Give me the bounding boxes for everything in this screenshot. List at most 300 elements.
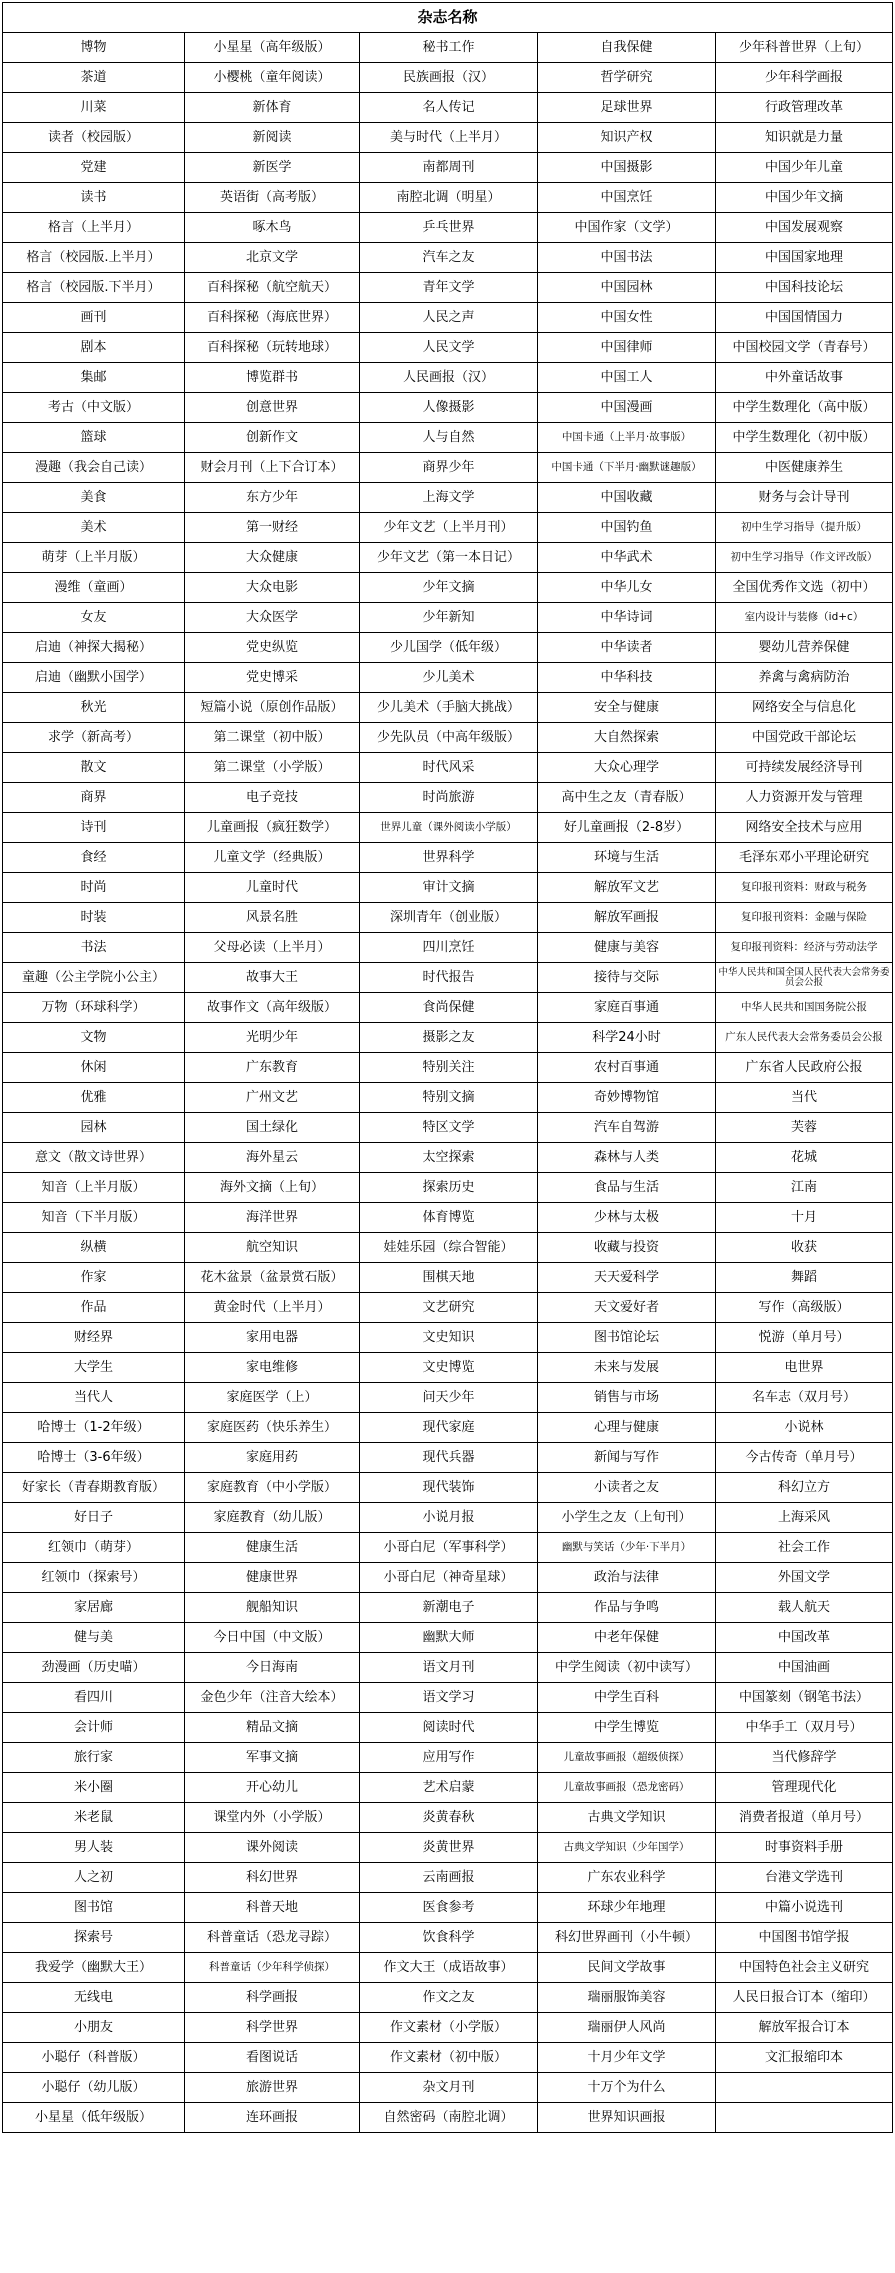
- magazine-name-cell: 养禽与禽病防治: [716, 663, 893, 693]
- table-row: [3, 1173, 893, 1203]
- table-row: [3, 1383, 893, 1413]
- magazine-name-cell: 幽默与笑话（少年·下半月）: [538, 1533, 716, 1563]
- table-row: [3, 63, 893, 93]
- magazine-name-cell: 健与美: [3, 1623, 185, 1653]
- magazine-name-cell: 炎黄世界: [360, 1833, 538, 1863]
- magazine-name-cell: 休闲: [3, 1053, 185, 1083]
- table-row: [3, 303, 893, 333]
- magazine-name-cell: 食品与生活: [538, 1173, 716, 1203]
- table-row: [3, 1623, 893, 1653]
- magazine-name-cell: 童趣（公主学院小公主）: [3, 963, 185, 993]
- magazine-name-cell: 家电维修: [185, 1353, 360, 1383]
- magazine-name-cell: 复印报刊资料：金融与保险: [716, 903, 893, 933]
- table-row: [3, 1863, 893, 1893]
- magazine-name-cell: 少儿美术（手脑大挑战）: [360, 693, 538, 723]
- table-row: [3, 273, 893, 303]
- magazine-name-cell: 复印报刊资料：财政与税务: [716, 873, 893, 903]
- magazine-name-cell: 国土绿化: [185, 1113, 360, 1143]
- table-row: [3, 1923, 893, 1953]
- magazine-name-cell: 少林与太极: [538, 1203, 716, 1233]
- magazine-name-cell: 好儿童画报（2-8岁）: [538, 813, 716, 843]
- magazine-name-cell: 健康生活: [185, 1533, 360, 1563]
- table-row: [3, 33, 893, 63]
- magazine-name-cell: 商界少年: [360, 453, 538, 483]
- table-row: [3, 243, 893, 273]
- magazine-name-cell: 小哥白尼（神奇星球）: [360, 1563, 538, 1593]
- magazine-name-cell: 幽默大师: [360, 1623, 538, 1653]
- magazine-name-cell: 女友: [3, 603, 185, 633]
- magazine-name-cell: 精品文摘: [185, 1713, 360, 1743]
- magazine-name-cell: 大众健康: [185, 543, 360, 573]
- magazine-name-cell: 作文素材（小学版）: [360, 2013, 538, 2043]
- magazine-name-cell: 小哥白尼（军事科学）: [360, 1533, 538, 1563]
- table-row: [3, 1263, 893, 1293]
- magazine-name-cell: 社会工作: [716, 1533, 893, 1563]
- magazine-name-cell: 我爱学（幽默大王）: [3, 1953, 185, 1983]
- magazine-name-cell: 世界儿童（课外阅读小学版）: [360, 813, 538, 843]
- magazine-name-cell: 第二课堂（小学版）: [185, 753, 360, 783]
- magazine-name-cell: 中外童话故事: [716, 363, 893, 393]
- magazine-name-cell: 文史博览: [360, 1353, 538, 1383]
- table-row: [3, 1893, 893, 1923]
- magazine-name-cell: 科幻世界: [185, 1863, 360, 1893]
- table-row: [3, 1233, 893, 1263]
- magazine-name-cell: 百科探秘（海底世界）: [185, 303, 360, 333]
- table-row: [3, 393, 893, 423]
- magazine-name-cell: 中国钓鱼: [538, 513, 716, 543]
- magazine-name-cell: 中国书法: [538, 243, 716, 273]
- magazine-name-cell: 小聪仔（幼儿版）: [3, 2073, 185, 2103]
- magazine-name-cell: 知识产权: [538, 123, 716, 153]
- magazine-name-cell: 特区文学: [360, 1113, 538, 1143]
- magazine-name-cell: 海洋世界: [185, 1203, 360, 1233]
- magazine-name-cell: 诗刊: [3, 813, 185, 843]
- magazine-name-cell: 财会月刊（上下合订本）: [185, 453, 360, 483]
- table-row: [3, 1473, 893, 1503]
- table-row: [3, 513, 893, 543]
- magazine-name-cell: 天文爱好者: [538, 1293, 716, 1323]
- magazine-name-cell: 足球世界: [538, 93, 716, 123]
- magazine-name-cell: 课堂内外（小学版）: [185, 1803, 360, 1833]
- table-row: [3, 903, 893, 933]
- magazine-name-cell: 电世界: [716, 1353, 893, 1383]
- magazine-name-cell: 心理与健康: [538, 1413, 716, 1443]
- magazine-name-cell: 儿童画报（疯狂数学）: [185, 813, 360, 843]
- magazine-name-cell: 收藏与投资: [538, 1233, 716, 1263]
- magazine-name-cell: 农村百事通: [538, 1053, 716, 1083]
- magazine-name-cell: 名人传记: [360, 93, 538, 123]
- magazine-name-cell: 安全与健康: [538, 693, 716, 723]
- magazine-name-cell: 新阅读: [185, 123, 360, 153]
- table-row: [3, 783, 893, 813]
- magazine-name-cell: 秘书工作: [360, 33, 538, 63]
- magazine-name-cell: 文物: [3, 1023, 185, 1053]
- magazine-name-cell: 小星星（低年级版）: [3, 2103, 185, 2133]
- magazine-name-cell: 四川烹饪: [360, 933, 538, 963]
- magazine-name-cell: 花城: [716, 1143, 893, 1173]
- magazine-name-cell: 瑞丽伊人风尚: [538, 2013, 716, 2043]
- table-row: [3, 153, 893, 183]
- table-row: [3, 453, 893, 483]
- magazine-name-cell: 当代人: [3, 1383, 185, 1413]
- magazine-name-cell: 南都周刊: [360, 153, 538, 183]
- magazine-name-cell: 特别关注: [360, 1053, 538, 1083]
- magazine-name-cell: 汽车之友: [360, 243, 538, 273]
- magazine-name-cell: 格言（上半月）: [3, 213, 185, 243]
- magazine-name-cell: 看图说话: [185, 2043, 360, 2073]
- magazine-name-cell: 毛泽东邓小平理论研究: [716, 843, 893, 873]
- magazine-name-cell: 创新作文: [185, 423, 360, 453]
- table-row: [3, 183, 893, 213]
- magazine-name-cell: 集邮: [3, 363, 185, 393]
- magazine-name-cell: 海外星云: [185, 1143, 360, 1173]
- table-row: [3, 333, 893, 363]
- magazine-name-cell: 上海采风: [716, 1503, 893, 1533]
- table-row: [3, 753, 893, 783]
- table-row: [3, 813, 893, 843]
- magazine-name-cell: 民间文学故事: [538, 1953, 716, 1983]
- magazine-name-cell: 中医健康养生: [716, 453, 893, 483]
- magazine-name-cell: 今日海南: [185, 1653, 360, 1683]
- table-row: [3, 1293, 893, 1323]
- magazine-name-cell: 网络安全与信息化: [716, 693, 893, 723]
- magazine-name-cell: 时代报告: [360, 963, 538, 993]
- magazine-name-cell: 中国女性: [538, 303, 716, 333]
- table-row: [3, 1593, 893, 1623]
- title-row: [3, 3, 893, 33]
- magazine-name-cell: 知音（下半月版）: [3, 1203, 185, 1233]
- magazine-name-cell: 室内设计与装修（id+c）: [716, 603, 893, 633]
- magazine-name-cell: 课外阅读: [185, 1833, 360, 1863]
- magazine-name-cell: 故事大王: [185, 963, 360, 993]
- magazine-name-cell: 收获: [716, 1233, 893, 1263]
- magazine-name-cell: 黄金时代（上半月）: [185, 1293, 360, 1323]
- magazine-name-cell: 管理现代化: [716, 1773, 893, 1803]
- magazine-name-cell: 中国工人: [538, 363, 716, 393]
- magazine-name-cell: 知音（上半月版）: [3, 1173, 185, 1203]
- magazine-name-cell: 科幻立方: [716, 1473, 893, 1503]
- magazine-name-cell: 求学（新高考）: [3, 723, 185, 753]
- magazine-name-cell: 时代风采: [360, 753, 538, 783]
- magazine-name-cell: 台港文学选刊: [716, 1863, 893, 1893]
- magazine-name-cell: 故事作文（高年级版）: [185, 993, 360, 1023]
- magazine-name-cell: 人像摄影: [360, 393, 538, 423]
- magazine-name-cell: 环境与生活: [538, 843, 716, 873]
- magazine-name-cell: 作家: [3, 1263, 185, 1293]
- magazine-name-cell: [716, 2103, 893, 2133]
- magazine-name-cell: 中国校园文学（青春号）: [716, 333, 893, 363]
- magazine-name-cell: 解放军文艺: [538, 873, 716, 903]
- magazine-name-cell: 芙蓉: [716, 1113, 893, 1143]
- magazine-name-cell: 剧本: [3, 333, 185, 363]
- table-row: [3, 1563, 893, 1593]
- magazine-name-cell: 萌芽（上半月版）: [3, 543, 185, 573]
- magazine-name-cell: 接待与交际: [538, 963, 716, 993]
- table-row: [3, 633, 893, 663]
- magazine-name-cell: 中国党政干部论坛: [716, 723, 893, 753]
- magazine-name-cell: 可持续发展经济导刊: [716, 753, 893, 783]
- magazine-name-cell: 奇妙博物馆: [538, 1083, 716, 1113]
- magazine-name-cell: 中国律师: [538, 333, 716, 363]
- magazine-name-cell: 中国特色社会主义研究: [716, 1953, 893, 1983]
- magazine-name-cell: 人民画报（汉）: [360, 363, 538, 393]
- table-row: [3, 993, 893, 1023]
- magazine-name-cell: 自然密码（南腔北调）: [360, 2103, 538, 2133]
- magazine-name-cell: 中国漫画: [538, 393, 716, 423]
- magazine-name-cell: [716, 2073, 893, 2103]
- magazine-name-cell: 财经界: [3, 1323, 185, 1353]
- table-row: [3, 1203, 893, 1233]
- magazine-name-cell: 上海文学: [360, 483, 538, 513]
- table-row: [3, 93, 893, 123]
- magazine-name-cell: 古典文学知识: [538, 1803, 716, 1833]
- magazine-name-cell: 少儿国学（低年级）: [360, 633, 538, 663]
- table-row: [3, 963, 893, 993]
- table-row: [3, 1713, 893, 1743]
- magazine-name-cell: 政治与法律: [538, 1563, 716, 1593]
- table-row: [3, 573, 893, 603]
- magazine-name-cell: 小朋友: [3, 2013, 185, 2043]
- magazine-name-cell: 汽车自驾游: [538, 1113, 716, 1143]
- table-row: [3, 1533, 893, 1563]
- table-row: [3, 1653, 893, 1683]
- magazine-name-cell: 名车志（双月号）: [716, 1383, 893, 1413]
- magazine-name-cell: 中国改革: [716, 1623, 893, 1653]
- table-row: [3, 2013, 893, 2043]
- magazine-name-cell: 人民文学: [360, 333, 538, 363]
- magazine-name-cell: 健康与美容: [538, 933, 716, 963]
- magazine-name-cell: 环球少年地理: [538, 1893, 716, 1923]
- magazine-name-cell: 文汇报缩印本: [716, 2043, 893, 2073]
- table-row: [3, 123, 893, 153]
- magazine-name-cell: 中国篆刻（钢笔书法）: [716, 1683, 893, 1713]
- magazine-name-cell: 北京文学: [185, 243, 360, 273]
- magazine-name-cell: 家庭百事通: [538, 993, 716, 1023]
- magazine-name-cell: 高中生之友（青春版）: [538, 783, 716, 813]
- table-row: [3, 603, 893, 633]
- magazine-name-cell: 新医学: [185, 153, 360, 183]
- magazine-name-cell: 儿童故事画报（超级侦探）: [538, 1743, 716, 1773]
- table-row: [3, 933, 893, 963]
- magazine-name-cell: 舞蹈: [716, 1263, 893, 1293]
- magazine-name-cell: 中国国家地理: [716, 243, 893, 273]
- magazine-name-cell: 消费者报道（单月号）: [716, 1803, 893, 1833]
- magazine-name-cell: 知识就是力量: [716, 123, 893, 153]
- magazine-name-cell: 古典文学知识（少年国学）: [538, 1833, 716, 1863]
- table-row: [3, 423, 893, 453]
- magazine-name-cell: 现代装饰: [360, 1473, 538, 1503]
- magazine-name-cell: 天天爱科学: [538, 1263, 716, 1293]
- magazine-name-cell: 中华读者: [538, 633, 716, 663]
- magazine-name-cell: 商界: [3, 783, 185, 813]
- table-row: [3, 663, 893, 693]
- table-row: [3, 1983, 893, 2013]
- magazine-name-cell: 旅游世界: [185, 2073, 360, 2103]
- magazine-name-cell: 深圳青年（创业版）: [360, 903, 538, 933]
- magazine-name-cell: 江南: [716, 1173, 893, 1203]
- magazine-name-cell: 家居廊: [3, 1593, 185, 1623]
- magazine-name-cell: 作文素材（初中版）: [360, 2043, 538, 2073]
- magazine-name-cell: 父母必读（上半月）: [185, 933, 360, 963]
- magazine-name-cell: 博物: [3, 33, 185, 63]
- magazine-name-cell: 中国作家（文学）: [538, 213, 716, 243]
- magazine-name-cell: 婴幼儿营养保健: [716, 633, 893, 663]
- magazine-name-cell: 百科探秘（航空航天）: [185, 273, 360, 303]
- magazine-name-cell: 广东省人民政府公报: [716, 1053, 893, 1083]
- magazine-name-cell: 中国园林: [538, 273, 716, 303]
- magazine-name-cell: 电子竞技: [185, 783, 360, 813]
- magazine-name-cell: 读者（校园版）: [3, 123, 185, 153]
- table-row: [3, 2043, 893, 2073]
- magazine-name-cell: 小说林: [716, 1413, 893, 1443]
- magazine-name-cell: 大自然探索: [538, 723, 716, 753]
- magazine-name-cell: 摄影之友: [360, 1023, 538, 1053]
- table-row: [3, 1503, 893, 1533]
- magazine-name-cell: 当代: [716, 1083, 893, 1113]
- magazine-name-cell: 广州文艺: [185, 1083, 360, 1113]
- magazine-name-cell: 医食参考: [360, 1893, 538, 1923]
- magazine-name-cell: 食尚保健: [360, 993, 538, 1023]
- magazine-name-cell: 美术: [3, 513, 185, 543]
- magazine-name-cell: 作文之友: [360, 1983, 538, 2013]
- magazine-name-cell: 时尚: [3, 873, 185, 903]
- magazine-name-cell: 科学24小时: [538, 1023, 716, 1053]
- magazine-name-cell: 中国摄影: [538, 153, 716, 183]
- magazine-name-cell: 未来与发展: [538, 1353, 716, 1383]
- magazine-name-cell: 少儿美术: [360, 663, 538, 693]
- magazine-name-cell: 风景名胜: [185, 903, 360, 933]
- magazine-name-cell: 少年文艺（第一本日记）: [360, 543, 538, 573]
- magazine-name-cell: 会计师: [3, 1713, 185, 1743]
- magazine-name-cell: 少年科学画报: [716, 63, 893, 93]
- magazine-name-cell: 少先队员（中高年级版）: [360, 723, 538, 753]
- table-row: [3, 543, 893, 573]
- magazine-name-cell: 大众心理学: [538, 753, 716, 783]
- magazine-name-cell: 第一财经: [185, 513, 360, 543]
- magazine-name-cell: 当代修辞学: [716, 1743, 893, 1773]
- magazine-name-cell: 无线电: [3, 1983, 185, 2013]
- magazine-name-cell: 云南画报: [360, 1863, 538, 1893]
- magazine-name-cell: 党建: [3, 153, 185, 183]
- magazine-name-cell: 茶道: [3, 63, 185, 93]
- magazine-name-cell: 中学生阅读（初中读写）: [538, 1653, 716, 1683]
- magazine-name-cell: 哈博士（1-2年级）: [3, 1413, 185, 1443]
- magazine-name-cell: 中华手工（双月号）: [716, 1713, 893, 1743]
- magazine-name-cell: 青年文学: [360, 273, 538, 303]
- magazine-name-cell: 财务与会计导刊: [716, 483, 893, 513]
- magazine-name-cell: 健康世界: [185, 1563, 360, 1593]
- magazine-name-cell: 散文: [3, 753, 185, 783]
- magazine-name-cell: 中国收藏: [538, 483, 716, 513]
- magazine-name-cell: 舰船知识: [185, 1593, 360, 1623]
- magazine-name-cell: 中国卡通（上半月·故事版）: [538, 423, 716, 453]
- magazine-name-cell: 作品: [3, 1293, 185, 1323]
- table-row: [3, 1113, 893, 1143]
- magazine-name-cell: 优雅: [3, 1083, 185, 1113]
- magazine-name-cell: 杂文月刊: [360, 2073, 538, 2103]
- magazine-name-cell: 小学生之友（上旬刊）: [538, 1503, 716, 1533]
- magazine-name-cell: 中篇小说选刊: [716, 1893, 893, 1923]
- magazine-name-cell: 审计文摘: [360, 873, 538, 903]
- magazine-name-cell: 科普天地: [185, 1893, 360, 1923]
- magazine-name-cell: 网络安全技术与应用: [716, 813, 893, 843]
- magazine-name-cell: 万物（环球科学）: [3, 993, 185, 1023]
- table-row: [3, 363, 893, 393]
- magazine-name-cell: 园林: [3, 1113, 185, 1143]
- magazine-name-cell: 读书: [3, 183, 185, 213]
- table-row: [3, 1083, 893, 1113]
- magazine-name-cell: 科学世界: [185, 2013, 360, 2043]
- magazine-name-cell: 少年科普世界（上旬）: [716, 33, 893, 63]
- magazine-name-cell: 中老年保健: [538, 1623, 716, 1653]
- magazine-name-cell: 英语街（高考版）: [185, 183, 360, 213]
- magazine-name-cell: 中学生数理化（初中版）: [716, 423, 893, 453]
- magazine-name-cell: 看四川: [3, 1683, 185, 1713]
- magazine-name-cell: 问天少年: [360, 1383, 538, 1413]
- magazine-name-cell: 好日子: [3, 1503, 185, 1533]
- magazine-name-cell: 初中生学习指导（提升版）: [716, 513, 893, 543]
- magazine-name-cell: 第二课堂（初中版）: [185, 723, 360, 753]
- magazine-name-cell: 中国图书馆学报: [716, 1923, 893, 1953]
- magazine-name-cell: 探索号: [3, 1923, 185, 1953]
- magazine-name-cell: 应用写作: [360, 1743, 538, 1773]
- magazine-name-cell: 广东人民代表大会常务委员会公报: [716, 1023, 893, 1053]
- magazine-name-cell: 航空知识: [185, 1233, 360, 1263]
- magazine-name-cell: 中国发展观察: [716, 213, 893, 243]
- table-row: [3, 693, 893, 723]
- magazine-name-cell: 写作（高级版）: [716, 1293, 893, 1323]
- magazine-list: [2, 2, 892, 2133]
- magazine-name-cell: 东方少年: [185, 483, 360, 513]
- magazine-name-cell: 花木盆景（盆景赏石版）: [185, 1263, 360, 1293]
- magazine-name-cell: 新体育: [185, 93, 360, 123]
- magazine-name-cell: 现代家庭: [360, 1413, 538, 1443]
- magazine-name-cell: 行政管理改革: [716, 93, 893, 123]
- magazine-name-cell: 漫趣（我会自己读）: [3, 453, 185, 483]
- magazine-name-cell: 家用电器: [185, 1323, 360, 1353]
- table-row: [3, 873, 893, 903]
- magazine-name-cell: 纵横: [3, 1233, 185, 1263]
- magazine-name-cell: 民族画报（汉）: [360, 63, 538, 93]
- magazine-name-cell: 创意世界: [185, 393, 360, 423]
- magazine-name-cell: 艺术启蒙: [360, 1773, 538, 1803]
- magazine-name-cell: 图书馆论坛: [538, 1323, 716, 1353]
- magazine-name-cell: 世界科学: [360, 843, 538, 873]
- table-row: [3, 843, 893, 873]
- magazine-name-cell: 外国文学: [716, 1563, 893, 1593]
- table-row: [3, 2103, 893, 2133]
- magazine-name-cell: 南腔北调（明星）: [360, 183, 538, 213]
- magazine-name-cell: 今古传奇（单月号）: [716, 1443, 893, 1473]
- magazine-name-cell: 好家长（青春期教育版）: [3, 1473, 185, 1503]
- magazine-name-cell: 人民之声: [360, 303, 538, 333]
- magazine-name-cell: 家庭医药（快乐养生）: [185, 1413, 360, 1443]
- magazine-name-cell: 劲漫画（历史喵）: [3, 1653, 185, 1683]
- magazine-name-cell: 娃娃乐园（综合智能）: [360, 1233, 538, 1263]
- magazine-name-cell: 围棋天地: [360, 1263, 538, 1293]
- magazine-name-cell: 画刊: [3, 303, 185, 333]
- magazine-name-cell: 作品与争鸣: [538, 1593, 716, 1623]
- magazine-name-cell: 阅读时代: [360, 1713, 538, 1743]
- magazine-name-cell: 旅行家: [3, 1743, 185, 1773]
- magazine-name-cell: 光明少年: [185, 1023, 360, 1053]
- magazine-name-cell: 少年文摘: [360, 573, 538, 603]
- magazine-name-cell: 军事文摘: [185, 1743, 360, 1773]
- magazine-name-cell: 小樱桃（童年阅读）: [185, 63, 360, 93]
- magazine-name-cell: 人与自然: [360, 423, 538, 453]
- magazine-name-cell: 中学生百科: [538, 1683, 716, 1713]
- magazine-name-cell: 语文月刊: [360, 1653, 538, 1683]
